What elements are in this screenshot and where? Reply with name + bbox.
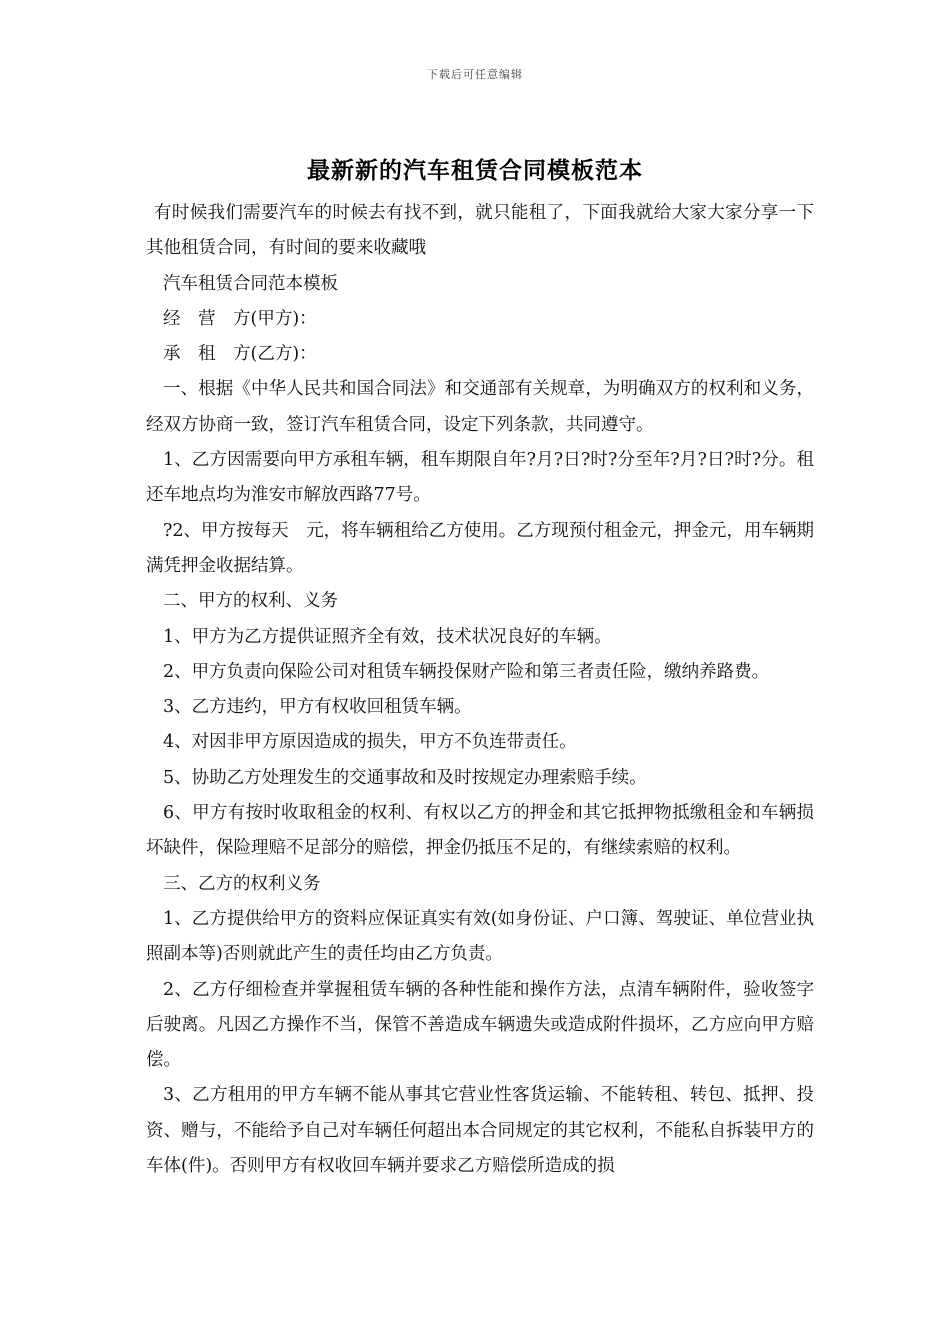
clause-1-item-2: ?2、甲方按每天 元，将车辆租给乙方使用。乙方现预付租金元，押金元，用车辆期满凭押金收据结算。: [146, 520, 814, 576]
party-b-item-1: 1、乙方提供给甲方的资料应保证真实有效(如身份证、户口簿、驾驶证、单位营业执照副本等)否则就此产生的责任均由乙方负责。: [146, 908, 814, 965]
party-a-item-3: 3、乙方违约，甲方有权收回租赁车辆。: [163, 697, 472, 718]
party-a-item-6: 6、甲方有按时收取租金的权利、有权以乙方的押金和其它抵押物抵缴租金和车辆损坏缺件，保险理赔不足部分的赔偿，押金仍抵压不足的，有继续索赔的权利。: [146, 803, 814, 859]
party-a-line: 经 营 方(甲方)：: [163, 308, 317, 329]
party-a-item-2: 2、甲方负责向保险公司对租赁车辆投保财产险和第三者责任险，缴纳养路费。: [163, 661, 770, 682]
document-body: [146, 196, 814, 1184]
section-heading-party-a: 二、甲方的权利、义务: [163, 591, 338, 612]
party-b-item-3: 3、乙方租用的甲方车辆不能从事其它营业性客货运输、不能转租、转包、抵押、投资、赠与，不能给予自己对车辆任何超出本合同规定的其它权利，不能私自拆装甲方的车体(件)。否则甲方有权收回车辆并要求乙方赔偿所造成的损: [146, 1085, 814, 1177]
party-b-line: 承 租 方(乙方)：: [163, 344, 317, 365]
intro-paragraph: 有时候我们需要汽车的时候去有找不到，就只能租了，下面我就给大家大家分享一下其他租赁合同，有时间的要来收藏哦: [146, 203, 814, 259]
party-a-item-5: 5、协助乙方处理发生的交通事故和及时按规定办理索赔手续。: [163, 767, 647, 788]
template-subtitle: 汽车租赁合同范本模板: [163, 273, 338, 294]
document-title: 最新新的汽车租赁合同模板范本: [307, 157, 643, 184]
party-b-item-2: 2、乙方仔细检查并掌握租赁车辆的各种性能和操作方法，点清车辆附件，验收签字后驶离。凡因乙方操作不当，保管不善造成车辆遗失或造成附件损坏，乙方应向甲方赔偿。: [146, 979, 814, 1071]
clause-1-item-1: 1、乙方因需要向甲方承租车辆，租车期限自年?月?日?时?分至年?月?日?时?分。租还车地点均为淮安市解放西路77号。: [146, 450, 814, 506]
section-heading-party-b: 三、乙方的权利义务: [163, 873, 321, 894]
party-a-item-1: 1、甲方为乙方提供证照齐全有效，技术状况良好的车辆。: [163, 626, 612, 647]
clause-1-preamble: 一、根据《中华人民共和国合同法》和交通部有关规章，为明确双方的权利和义务，经双方协商一致，签订汽车租赁合同，设定下列条款，共同遵守。: [146, 379, 814, 435]
header-note: 下载后可任意编辑: [427, 68, 523, 81]
party-a-item-4: 4、对因非甲方原因造成的损失，甲方不负连带责任。: [163, 732, 577, 753]
